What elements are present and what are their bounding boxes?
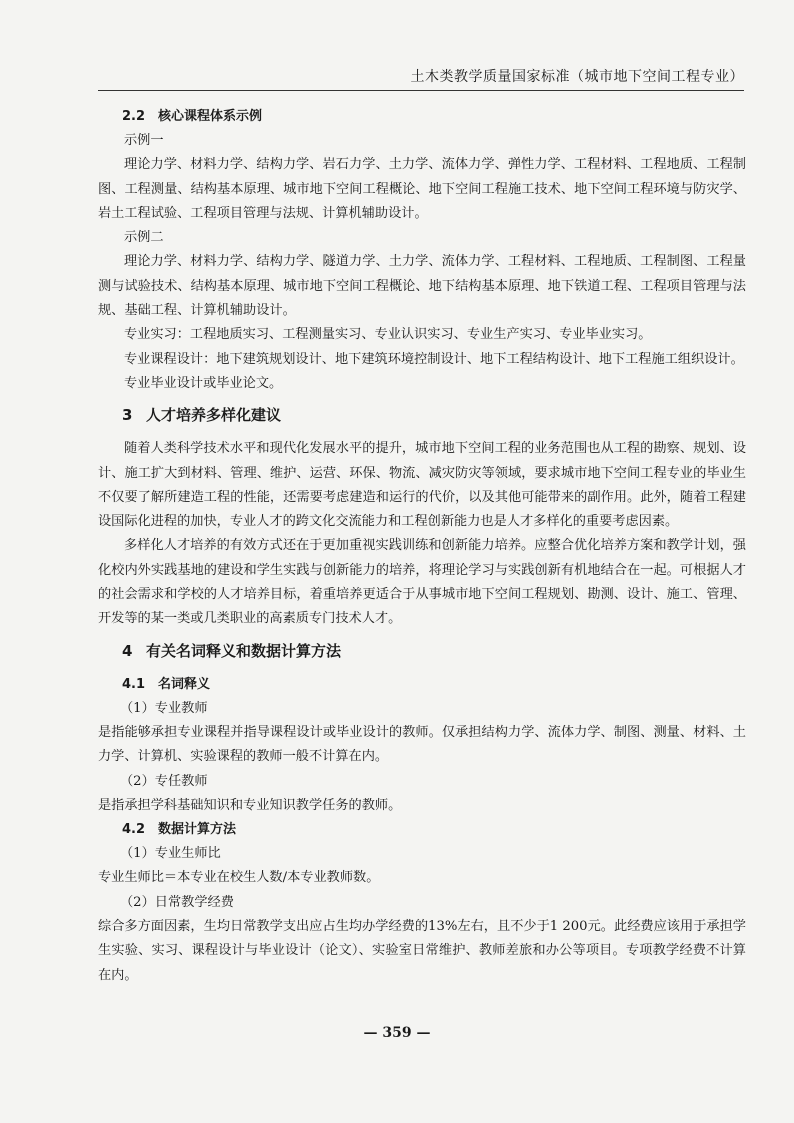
section-4-1-heading — [122, 673, 746, 697]
section-4-2-heading — [122, 818, 746, 842]
section-2-2-heading — [122, 105, 746, 129]
paragraph: 多样化人才培养的有效方式还在于更加重视实践训练和创新能力培养。应整合优化培养方案和教学计划，强化校内外实践基地的建设和学生实践与创新能力的培养，将理论学习与实践创新有机地结合在一起。可根据人才的社会需求和学校的人才培养目标，着重培养更适合于从事城市地下空间工程规划、勘测、设计、施工、管理、开发等的某一类或几类职业的高素质专门技术人才。 — [98, 538, 746, 627]
example-2-text: 理论力学、材料力学、结构力学、隧道力学、土力学、流体力学、工程材料、工程地质、工程制图、工程量测与试验技术、结构基本原理、城市地下空间工程概论、地下结构基本原理、地下铁道工程、工程项目管理与法规、基础工程、计算机辅助设计。 — [98, 254, 746, 319]
term-1-label: （1）专业教师 — [120, 700, 208, 716]
section-3-heading — [122, 403, 746, 427]
page-number: — 359 — — [363, 1025, 431, 1041]
section-title: 核心课程体系示例 — [158, 109, 263, 124]
thesis-text: 专业毕业设计或毕业论文。 — [124, 375, 283, 391]
calc-2-label: （2）日常教学经费 — [120, 894, 234, 910]
running-header: 土木类教学质量国家标准（城市地下空间工程专业） — [410, 69, 744, 85]
term-1-text: 是指能够承担专业课程并指导课程设计或毕业设计的教师。仅承担结构力学、流体力学、制图、测量、材料、土力学、计算机、实验课程的教师一般不计算在内。 — [98, 724, 746, 765]
header-rule — [98, 90, 744, 91]
course-design-text: 专业课程设计：地下建筑规划设计、地下建筑环境控制设计、地下工程结构设计、地下工程施工组织设计。 — [124, 351, 744, 367]
paragraph: 随着人类科学技术水平和现代化发展水平的提升，城市地下空间工程的业务范围也从工程的勘察、规划、设计、施工扩大到材料、管理、维护、运营、环保、物流、减灾防灾等领域，要求城市地下空间工程专业的毕业生不仅要了解所建造工程的性能，还需要考虑建造和运行的代价，以及其他可能带来的副作用。此外，随着工程建设国际化进程的加快，专业人才的跨文化交流能力和工程创新能力也是人才多样化的重要考虑因素。 — [98, 441, 746, 530]
example-2-label: 示例二 — [124, 230, 164, 246]
section-number: 3 — [122, 406, 133, 425]
section-number: 4.1 — [122, 676, 146, 692]
term-2-label: （2）专任教师 — [120, 773, 208, 789]
page-body — [98, 103, 746, 988]
section-title: 名词释义 — [158, 676, 211, 692]
section-title: 有关名词释义和数据计算方法 — [146, 641, 342, 660]
section-number: 4 — [122, 641, 133, 660]
term-2-text: 是指承担学科基础知识和专业知识教学任务的教师。 — [98, 797, 402, 813]
section-number: 4.2 — [122, 822, 146, 838]
calc-1-label: （1）专业生师比 — [120, 846, 221, 862]
section-title: 人才培养多样化建议 — [146, 406, 282, 425]
calc-2-text: 综合多方面因素，生均日常教学支出应占生均办学经费的13%左右，且不少于1 200元。此经费应该用于承担学生实验、实习、课程设计与毕业设计（论文）、实验室日常维护、教师差旅和办公等项目。专项教学经费不计算在内。 — [98, 919, 746, 983]
example-1-label: 示例一 — [124, 133, 164, 148]
example-1-text: 理论力学、材料力学、结构力学、岩石力学、土力学、流体力学、弹性力学、工程材料、工程地质、工程制图、工程测量、结构基本原理、城市地下空间工程概论、地下空间工程施工技术、地下空间工程环境与防灾学、岩土工程试验、工程项目管理与法规、计算机辅助设计。 — [98, 157, 746, 221]
section-4-heading — [122, 639, 746, 663]
calc-1-text: 专业生师比＝本专业在校生人数/本专业教师数。 — [98, 870, 380, 886]
practice-text: 专业实习：工程地质实习、工程测量实习、专业认识实习、专业生产实习、专业毕业实习。 — [124, 327, 652, 343]
section-number: 2.2 — [122, 109, 146, 124]
section-title: 数据计算方法 — [158, 822, 237, 838]
